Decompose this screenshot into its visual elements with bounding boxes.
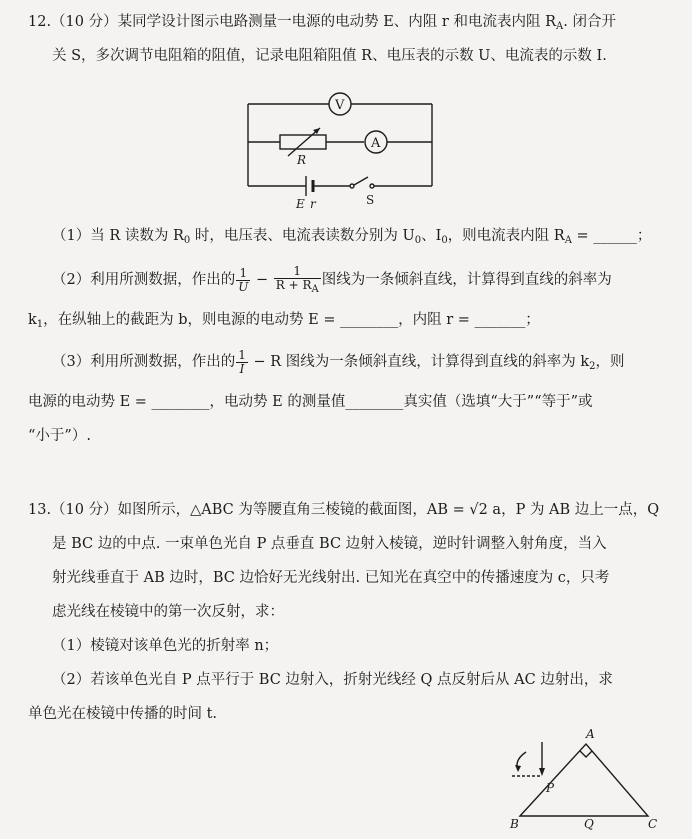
vertex-b-label: B [510,817,519,831]
fraction-one-over-i: $\frac{1}{I}$ [238,347,246,376]
q12-part-2-line-2: $k_1$，在纵轴上的截距为 b，则电源的电动势 E = ________，内阻 r = _______； [28,312,540,330]
voltmeter-label: V [335,98,345,113]
fraction-one-over-r-plus-ra: $\frac{1}{R + R_A}$ [275,263,319,295]
point-p-label: P [546,781,555,795]
vertex-c-label: C [648,817,658,831]
fraction-one-over-u: $\frac{1}{U}$ [238,265,249,294]
q12-part-2: （2）利用所测数据，作出的 $\frac{1}{U}$ − $\frac{1}{R + R_A}$ 图线为一条倾斜直线，计算得到直线的斜率为 [52,263,612,295]
q12-part-3-line-3: “小于”）. [28,428,91,444]
emf-label: E [296,197,305,210]
prism-diagram [500,724,670,832]
q13-line-3: 射光线垂直于 AB 边时，BC 边恰好无光线射出. 已知光在真空中的传播速度为 c，只考 [52,570,610,586]
q12-part-3: （3）利用所测数据，作出的 $\frac{1}{I}$ − R 图线为一条倾斜直线，计算得到直线的斜率为 $k_2$，则 [52,347,625,376]
vertex-a-label: A [586,727,595,741]
q12-line-2: 关 S，多次调节电阻箱的阻值，记录电阻箱阻值 R、电压表的示数 U、电流表的示数 I. [52,48,607,64]
q12-part-3-line-2: 电源的电动势 E = ________，电动势 E 的测量值________真实值（选填“大于”“等于”或 [28,394,593,410]
q13-part-1: （1）棱镜对该单色光的折射率 n； [52,638,279,654]
q12-line-1: 12.（10 分）某同学设计图示电路测量一电源的电动势 E、内阻 r 和电流表内阻 $R_A$. 闭合开 [28,14,616,32]
q13-part-2: （2）若该单色光自 P 点平行于 BC 边射入，折射光线经 Q 点反射后从 AC 边射出，求 [52,672,613,688]
q12-part-1: （1）当 R 读数为 $R_0$ 时，电压表、电流表读数分别为 $U_0$、$I_0$，则电流表内阻 $R_A$ = ______； [52,228,652,246]
rheostat-label: R [297,153,307,167]
internal-resistance-label: r [310,197,316,210]
q13-line-2: 是 BC 边的中点. 一束单色光自 P 点垂直 BC 边射入棱镜，逆时针调整入射角度，当入 [52,536,607,552]
circuit-diagram [240,86,440,210]
point-q-label: Q [584,817,594,831]
q13-part-2-line-2: 单色光在棱镜中传播的时间 t. [28,706,218,722]
ammeter-label: A [371,136,381,151]
switch-label: S [366,193,375,207]
q13-line-1: 13.（10 分）如图所示，△ABC 为等腰直角三棱镜的截面图，AB = √2 a，P 为 AB 边上一点，Q [28,502,660,518]
q13-line-4: 虑光线在棱镜中的第一次反射，求： [52,604,284,620]
